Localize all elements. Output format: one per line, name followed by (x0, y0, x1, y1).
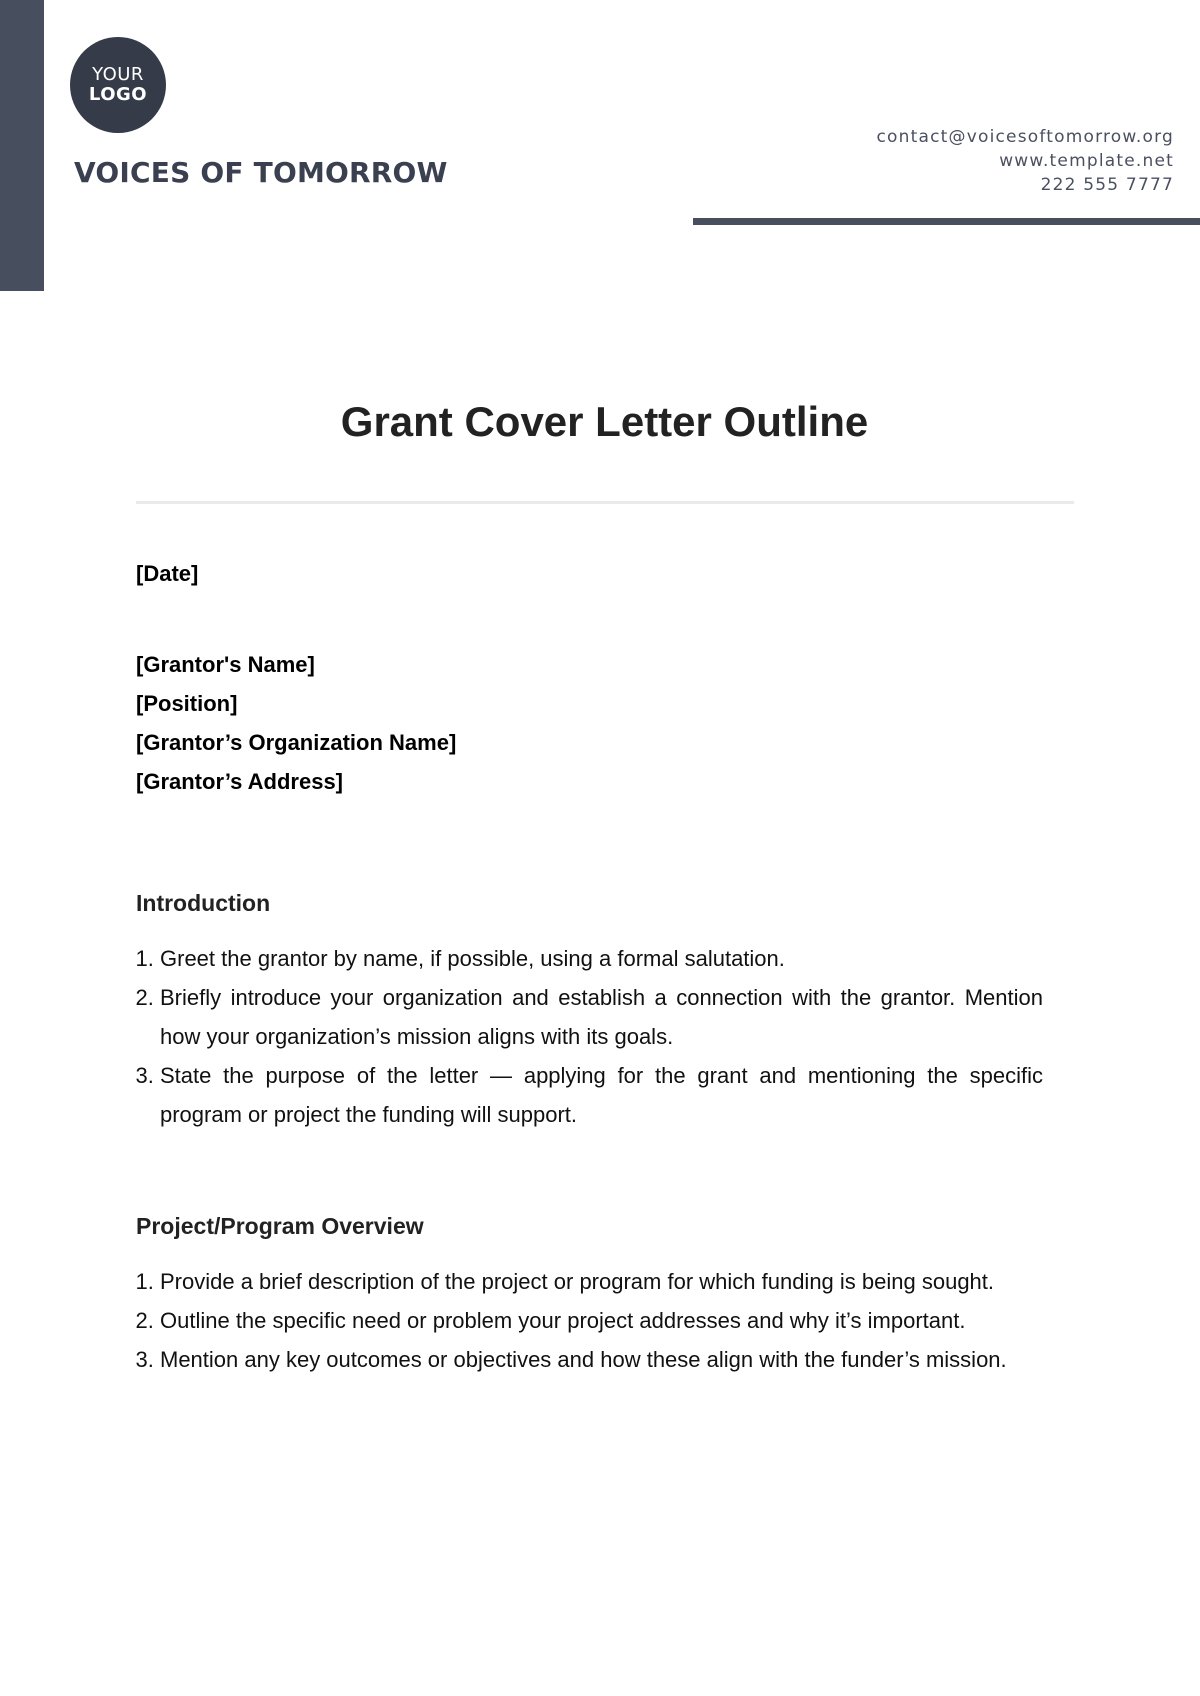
list-item: 2. Briefly introduce your organization and establish a connection with the grantor. Mention how your organization’s mission aligns with its goals. (160, 978, 1043, 1056)
organization-name: VOICES OF TOMORROW (74, 156, 448, 189)
contact-block (876, 125, 1174, 197)
document-title: Grant Cover Letter Outline (340, 398, 869, 445)
section-introduction (136, 884, 1043, 1134)
numbered-list (136, 1262, 1043, 1379)
grantor-address: [Grantor’s Address] (136, 769, 344, 794)
recipient-block (136, 645, 1043, 801)
list-item: 1. Greet the grantor by name, if possible, using a formal salutation. (160, 939, 1043, 978)
date-placeholder: [Date] (136, 561, 199, 586)
title-divider (136, 501, 1074, 504)
contact-phone: 222 555 7777 (1040, 175, 1174, 195)
numbered-list (136, 939, 1043, 1134)
letter-body (136, 554, 1043, 1379)
grantor-position: [Position] (136, 691, 238, 716)
list-item: 2. Outline the specific need or problem your project addresses and why it’s important. (160, 1301, 1043, 1340)
side-accent-bar (0, 0, 44, 291)
contact-website[interactable]: www.template.net (999, 151, 1174, 171)
list-item: 3. Mention any key outcomes or objectives and how these align with the funder’s mission. (160, 1340, 1043, 1379)
company-logo (70, 37, 166, 133)
section-title: Introduction (136, 890, 271, 916)
list-item: 1. Provide a brief description of the project or program for which funding is being sought. (160, 1262, 1043, 1301)
header-divider (693, 218, 1200, 225)
logo-line-2: LOGO (88, 84, 148, 105)
grantor-organization: [Grantor’s Organization Name] (136, 730, 457, 755)
contact-email[interactable]: contact@voicesoftomorrow.org (876, 127, 1174, 147)
logo-line-1: YOUR (92, 64, 144, 85)
section-project-overview (136, 1207, 1043, 1379)
grantor-name: [Grantor's Name] (136, 652, 315, 677)
section-title: Project/Program Overview (136, 1213, 424, 1239)
list-item: 3. State the purpose of the letter — applying for the grant and mentioning the specific program or project the funding will support. (160, 1056, 1043, 1134)
